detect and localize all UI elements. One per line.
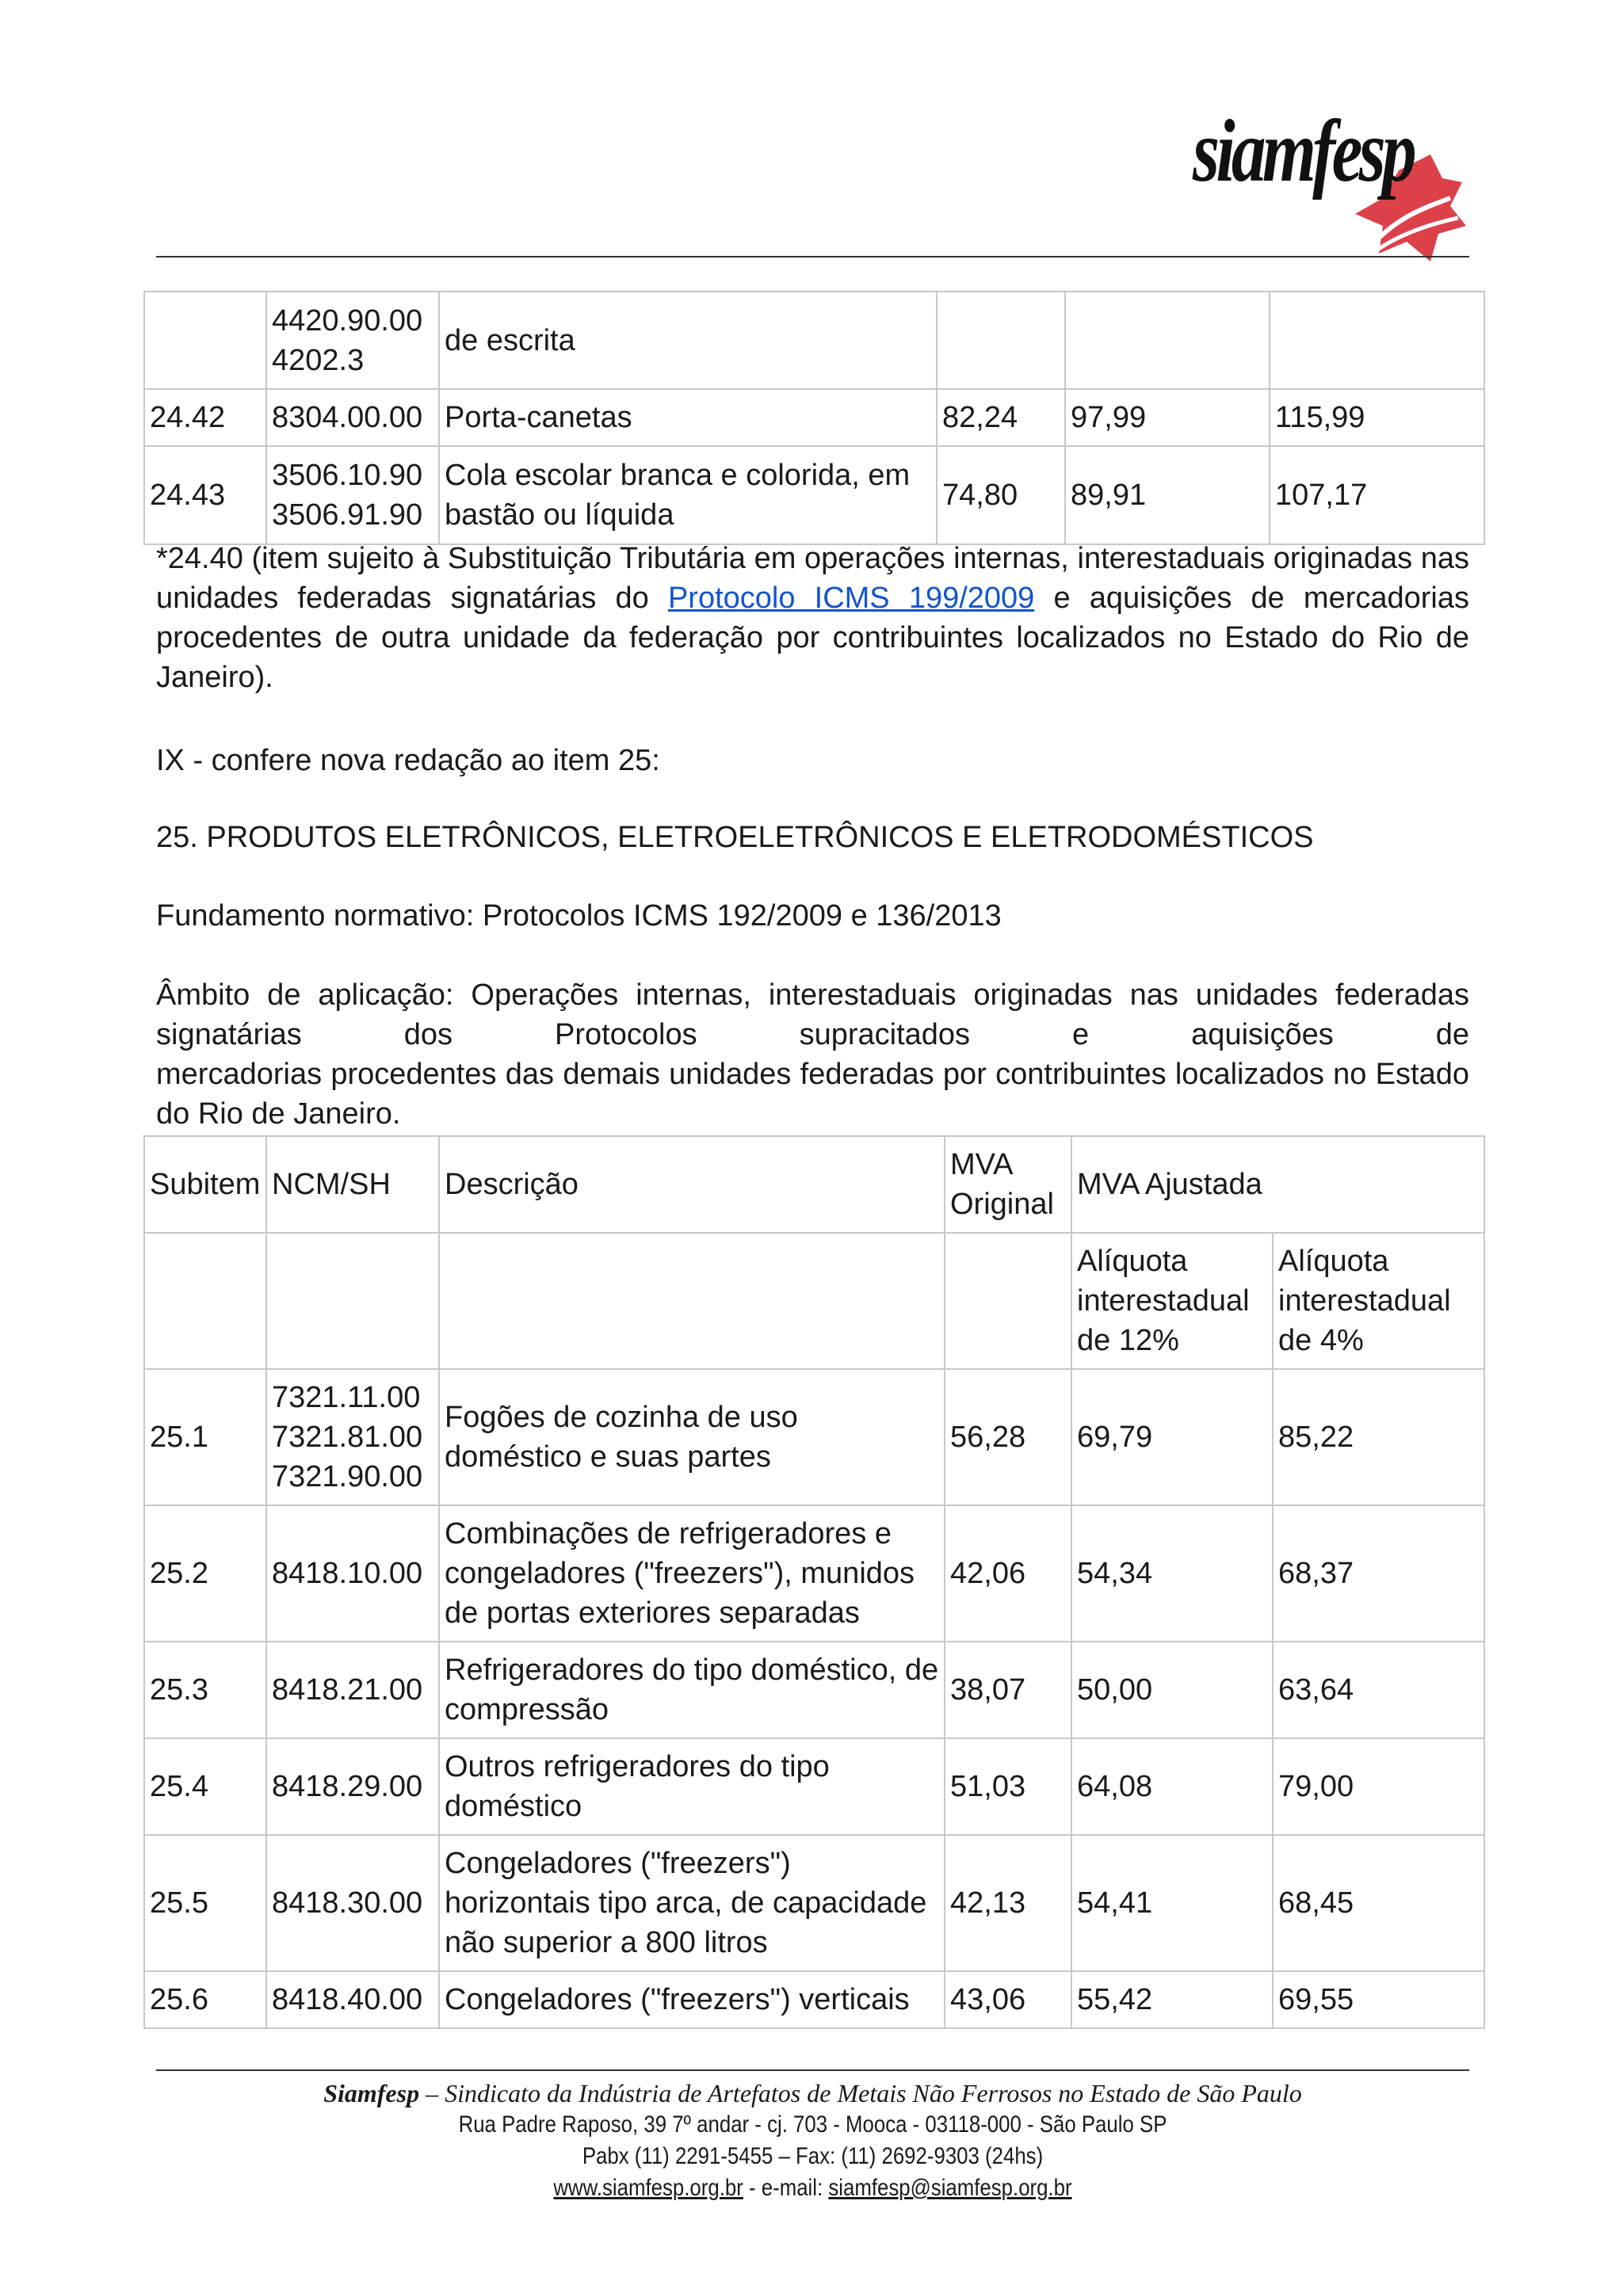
subitem-cell: 25.4 — [144, 1738, 266, 1835]
ncm-cell — [266, 292, 439, 389]
subitem-cell: 24.42 — [144, 389, 266, 446]
header-aliquota-12: Alíquota interestadual de 12% — [1071, 1233, 1273, 1369]
table-row — [144, 446, 1484, 544]
subitem-cell: 24.43 — [144, 446, 266, 544]
mva-12-cell: 69,79 — [1071, 1369, 1273, 1505]
footer-contact-line — [248, 2172, 1377, 2204]
note-text-start: *24.40 (item sujeito à Substituição Tributária em operações internas, interestaduais originadas nas unidades federadas signatárias do — [156, 542, 1469, 615]
products-table — [143, 1135, 1485, 2029]
mva-12-cell — [1065, 292, 1270, 389]
description-cell: de escrita — [439, 292, 937, 389]
description-cell: Combinações de refrigeradores e congeladores ("freezers"), munidos de portas exteriores separadas — [439, 1505, 945, 1642]
description-cell: Refrigeradores do tipo doméstico, de compressão — [439, 1642, 945, 1738]
description-cell: Congeladores ("freezers") verticais — [439, 1971, 945, 2028]
ncm-code: 3506.10.90 — [272, 459, 423, 492]
mva-4-cell: 79,00 — [1273, 1738, 1484, 1835]
mva-12-cell: 54,41 — [1071, 1835, 1273, 1971]
ncm-cell — [266, 1738, 439, 1835]
mva-original-cell: 56,28 — [945, 1369, 1071, 1505]
header-mva-original: MVA Original — [945, 1136, 1071, 1233]
mva-original-cell: 38,07 — [945, 1642, 1071, 1738]
ncm-code: 7321.81.00 — [272, 1421, 423, 1454]
ambito-rest: mercadorias procedentes das demais unidades federadas por contribuintes localizados no Estado do Rio de Janeiro. — [156, 1058, 1469, 1131]
note-text-end: e aquisições de mercadorias procedentes de outra unidade da federação por contribuintes localizados no Estado do Rio de Janeiro). — [156, 582, 1470, 694]
mva-original-cell: 82,24 — [937, 389, 1065, 446]
ncm-code: 8418.30.00 — [272, 1886, 423, 1920]
ncm-cell — [266, 1369, 439, 1505]
mva-12-cell: 50,00 — [1071, 1642, 1273, 1738]
ncm-cell — [266, 1642, 439, 1738]
description-cell: Congeladores ("freezers") horizontais tipo arca, de capacidade não superior a 800 litros — [439, 1835, 945, 1971]
subitem-cell: 25.6 — [144, 1971, 266, 2028]
description-cell: Fogões de cozinha de uso doméstico e suas partes — [439, 1369, 945, 1505]
description-cell: Outros refrigeradores do tipo doméstico — [439, 1738, 945, 1835]
siamfesp-logo — [1193, 91, 1462, 261]
mva-original-cell: 74,80 — [937, 446, 1065, 544]
ncm-code: 8418.21.00 — [272, 1673, 423, 1707]
mva-4-cell: 63,64 — [1273, 1642, 1484, 1738]
table-row — [144, 389, 1484, 446]
ncm-code: 8304.00.00 — [272, 401, 423, 434]
mva-original-cell: 43,06 — [945, 1971, 1071, 2028]
table-row — [144, 1369, 1484, 1505]
table-row — [144, 1505, 1484, 1642]
ncm-cell — [266, 1835, 439, 1971]
table-subheader-row — [144, 1233, 1484, 1369]
ix-line: IX - confere nova redação ao item 25: — [156, 744, 660, 777]
continued-table — [143, 291, 1485, 545]
mva-original-cell: 42,13 — [945, 1835, 1071, 1971]
ncm-code: 4202.3 — [272, 343, 365, 377]
footer-rule — [156, 2069, 1469, 2071]
empty-cell — [266, 1233, 439, 1369]
ambito-line-2: signatárias dos Protocolos supracitados e aquisições de — [156, 1018, 1469, 1051]
header-aliquota-4: Alíquota interestadual de 4% — [1273, 1233, 1484, 1369]
table-row — [144, 292, 1484, 389]
empty-cell — [945, 1233, 1071, 1369]
table-header-row — [144, 1136, 1484, 1233]
ncm-cell — [266, 446, 439, 544]
mva-4-cell: 107,17 — [1270, 446, 1484, 544]
header-subitem: Subitem — [144, 1136, 266, 1233]
description-cell: Cola escolar branca e colorida, em bastão ou líquida — [439, 446, 937, 544]
footer-website-link[interactable]: www.siamfesp.org.br — [553, 2175, 743, 2201]
table-row — [144, 1971, 1484, 2028]
table-row — [144, 1738, 1484, 1835]
ncm-code: 8418.40.00 — [272, 1983, 423, 2016]
ncm-cell — [266, 389, 439, 446]
ncm-code: 7321.90.00 — [272, 1460, 423, 1493]
ncm-code: 7321.11.00 — [272, 1381, 421, 1414]
subitem-cell: 25.3 — [144, 1642, 266, 1738]
table-row — [144, 1642, 1484, 1738]
header-description: Descrição — [439, 1136, 945, 1233]
subitem-cell: 25.1 — [144, 1369, 266, 1505]
mva-4-cell: 69,55 — [1273, 1971, 1484, 2028]
footer-email-link[interactable]: siamfesp@siamfesp.org.br — [828, 2175, 1072, 2201]
header-mva-ajustada: MVA Ajustada — [1071, 1136, 1484, 1233]
footer — [156, 2077, 1469, 2204]
mva-4-cell: 85,22 — [1273, 1369, 1484, 1505]
footer-org-line — [156, 2077, 1469, 2109]
mva-12-cell: 55,42 — [1071, 1971, 1273, 2028]
ncm-code: 4420.90.00 — [272, 303, 423, 338]
mva-4-cell: 68,37 — [1273, 1505, 1484, 1642]
mva-12-cell: 54,34 — [1071, 1505, 1273, 1642]
mva-original-cell: 42,06 — [945, 1505, 1071, 1642]
footer-org-name: Siamfesp — [323, 2079, 420, 2107]
header-ncm: NCM/SH — [266, 1136, 439, 1233]
empty-cell — [439, 1233, 945, 1369]
header-rule — [156, 256, 1469, 257]
footer-email-label: - e-mail: — [743, 2175, 829, 2201]
ncm-code: 3506.91.90 — [272, 498, 423, 532]
mva-4-cell — [1270, 292, 1484, 389]
description-cell: Porta-canetas — [439, 389, 937, 446]
ambito-line-1: Âmbito de aplicação: Operações internas, interestaduais originadas nas unidades federadas — [156, 978, 1469, 1012]
logo-wordmark: siamfesp — [1193, 102, 1414, 200]
fundamento-line: Fundamento normativo: Protocolos ICMS 192/2009 e 136/2013 — [156, 899, 1002, 933]
footer-address: Rua Padre Raposo, 39 7º andar - cj. 703 - Mooca - 03118-000 - São Paulo SP — [458, 2111, 1167, 2138]
subitem-cell: 25.5 — [144, 1835, 266, 1971]
protocolo-link[interactable]: Protocolo ICMS 199/2009 — [667, 582, 1035, 615]
mva-original-cell — [937, 292, 1065, 389]
mva-12-cell: 89,91 — [1065, 446, 1270, 544]
mva-4-cell: 115,99 — [1270, 389, 1484, 446]
table-row — [144, 1835, 1484, 1971]
mva-4-cell: 68,45 — [1273, 1835, 1484, 1971]
empty-cell — [144, 1233, 266, 1369]
ambito-paragraph — [156, 975, 1469, 1134]
footer-phones: Pabx (11) 2291-5455 – Fax: (11) 2692-9303 (24hs) — [582, 2143, 1044, 2169]
section-heading: 25. PRODUTOS ELETRÔNICOS, ELETROELETRÔNICOS E ELETRODOMÉSTICOS — [156, 821, 1314, 854]
ncm-code: 8418.10.00 — [272, 1557, 423, 1590]
ncm-cell — [266, 1971, 439, 2028]
mva-12-cell: 64,08 — [1071, 1738, 1273, 1835]
substitution-note — [156, 539, 1469, 697]
mva-12-cell: 97,99 — [1065, 389, 1270, 446]
subitem-cell: 25.2 — [144, 1505, 266, 1642]
ncm-code: 8418.29.00 — [272, 1770, 423, 1803]
footer-org-description: – Sindicato da Indústria de Artefatos de Metais Não Ferrosos no Estado de São Paulo — [419, 2079, 1302, 2107]
subitem-cell — [144, 292, 266, 389]
mva-original-cell: 51,03 — [945, 1738, 1071, 1835]
ncm-cell — [266, 1505, 439, 1642]
